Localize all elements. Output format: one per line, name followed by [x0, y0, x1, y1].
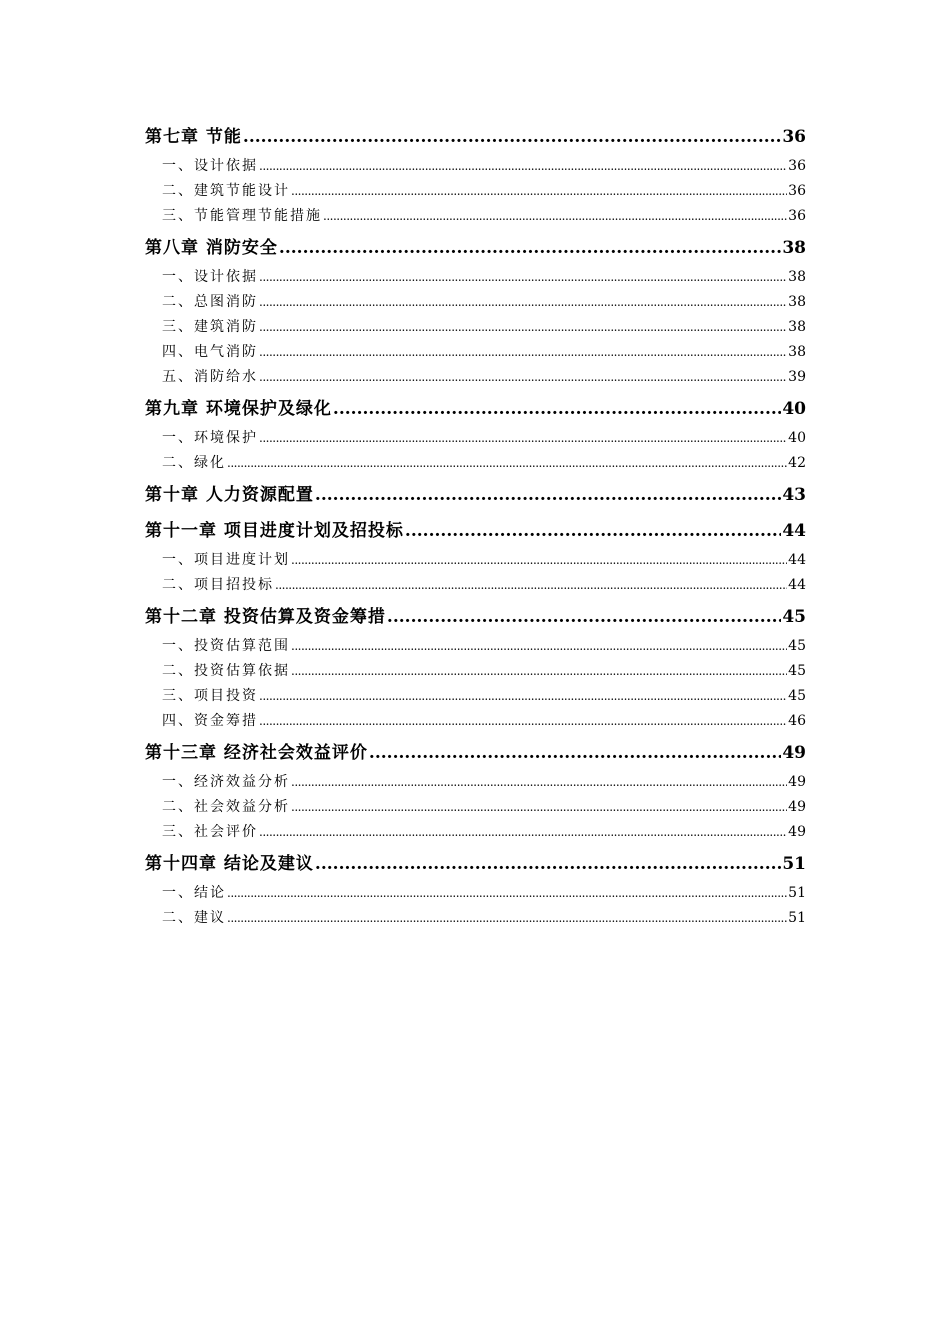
dot-leader [227, 906, 787, 931]
toc-section[interactable] [145, 315, 806, 340]
page-number: 36 [782, 127, 806, 147]
section-title: 一、项目进度计划 [162, 552, 290, 568]
dot-leader [333, 392, 781, 426]
section-title: 五、消防给水 [162, 369, 258, 385]
page-number: 49 [782, 743, 806, 763]
chapter-title: 第十四章 结论及建议 [145, 854, 314, 874]
toc-section[interactable] [145, 204, 806, 229]
section-title: 三、节能管理节能措施 [162, 208, 322, 224]
dot-leader [323, 204, 787, 229]
section-title: 三、社会评价 [162, 824, 258, 840]
section-title: 一、设计依据 [162, 269, 258, 285]
chapter-title: 第十章 人力资源配置 [145, 485, 314, 505]
page-number: 43 [782, 485, 806, 505]
dot-leader [259, 315, 787, 340]
dot-leader [259, 265, 787, 290]
page-number: 46 [788, 713, 806, 729]
toc-section[interactable] [145, 770, 806, 795]
dot-leader [291, 659, 787, 684]
toc-chapter-12[interactable] [145, 600, 806, 634]
toc-chapter-9[interactable] [145, 392, 806, 426]
section-title: 二、建筑节能设计 [162, 183, 290, 199]
dot-leader [259, 154, 787, 179]
section-title: 一、经济效益分析 [162, 774, 290, 790]
chapter-title: 第七章 节能 [145, 127, 242, 147]
dot-leader [259, 709, 787, 734]
chapter-title: 第十一章 项目进度计划及招投标 [145, 521, 404, 541]
dot-leader [259, 340, 787, 365]
dot-leader [259, 684, 787, 709]
toc-section[interactable] [145, 340, 806, 365]
section-title: 三、建筑消防 [162, 319, 258, 335]
section-title: 一、环境保护 [162, 430, 258, 446]
toc-section[interactable] [145, 820, 806, 845]
chapter-title: 第九章 环境保护及绿化 [145, 399, 332, 419]
dot-leader [315, 478, 781, 512]
toc-chapter-13[interactable] [145, 736, 806, 770]
page-number: 45 [788, 688, 806, 704]
dot-leader [315, 847, 781, 881]
dot-leader [291, 634, 787, 659]
page-number: 49 [788, 799, 806, 815]
toc-chapter-10[interactable] [145, 478, 806, 512]
dot-leader [291, 548, 787, 573]
toc-section[interactable] [145, 365, 806, 390]
toc-chapter-7[interactable] [145, 120, 806, 154]
page-number: 49 [788, 824, 806, 840]
section-title: 二、社会效益分析 [162, 799, 290, 815]
toc-section[interactable] [145, 659, 806, 684]
toc-section[interactable] [145, 451, 806, 476]
toc-chapter-8[interactable] [145, 231, 806, 265]
page-number: 44 [788, 552, 806, 568]
toc-section[interactable] [145, 573, 806, 598]
page-number: 44 [788, 577, 806, 593]
dot-leader [405, 514, 781, 548]
page-number: 39 [788, 369, 806, 385]
page-number: 51 [782, 854, 806, 874]
section-title: 二、建议 [162, 910, 226, 926]
chapter-title: 第十二章 投资估算及资金筹措 [145, 607, 386, 627]
dot-leader [387, 600, 781, 634]
toc-section[interactable] [145, 265, 806, 290]
section-title: 二、绿化 [162, 455, 226, 471]
dot-leader [275, 573, 787, 598]
page-number: 40 [788, 430, 806, 446]
toc-section[interactable] [145, 154, 806, 179]
toc-section[interactable] [145, 426, 806, 451]
dot-leader [259, 426, 787, 451]
page-number: 51 [788, 885, 806, 901]
section-title: 三、项目投资 [162, 688, 258, 704]
toc-chapter-11[interactable] [145, 514, 806, 548]
page-number: 40 [782, 399, 806, 419]
toc-section[interactable] [145, 881, 806, 906]
section-title: 二、投资估算依据 [162, 663, 290, 679]
dot-leader [291, 770, 787, 795]
dot-leader [259, 820, 787, 845]
dot-leader [227, 451, 787, 476]
page-number: 44 [782, 521, 806, 541]
section-title: 一、设计依据 [162, 158, 258, 174]
page-number: 38 [788, 344, 806, 360]
dot-leader [259, 290, 787, 315]
toc-chapter-14[interactable] [145, 847, 806, 881]
chapter-title: 第十三章 经济社会效益评价 [145, 743, 368, 763]
toc-section[interactable] [145, 709, 806, 734]
dot-leader [259, 365, 787, 390]
dot-leader [243, 120, 781, 154]
toc-section[interactable] [145, 906, 806, 931]
page-number: 45 [788, 638, 806, 654]
dot-leader [291, 795, 787, 820]
section-title: 一、结论 [162, 885, 226, 901]
page-number: 38 [782, 238, 806, 258]
section-title: 一、投资估算范围 [162, 638, 290, 654]
section-title: 二、总图消防 [162, 294, 258, 310]
page-number: 45 [788, 663, 806, 679]
dot-leader [279, 231, 781, 265]
page-number: 36 [788, 183, 806, 199]
page-number: 36 [788, 208, 806, 224]
chapter-title: 第八章 消防安全 [145, 238, 278, 258]
toc-section[interactable] [145, 684, 806, 709]
toc-section[interactable] [145, 290, 806, 315]
page-number: 38 [788, 269, 806, 285]
page-number: 45 [782, 607, 806, 627]
page-number: 51 [788, 910, 806, 926]
page-number: 38 [788, 319, 806, 335]
toc-section[interactable] [145, 179, 806, 204]
dot-leader [227, 881, 787, 906]
section-title: 二、项目招投标 [162, 577, 274, 593]
section-title: 四、电气消防 [162, 344, 258, 360]
page-number: 49 [788, 774, 806, 790]
page-number: 42 [788, 455, 806, 471]
dot-leader [369, 736, 781, 770]
page-number: 38 [788, 294, 806, 310]
toc-section[interactable] [145, 548, 806, 573]
toc-section[interactable] [145, 634, 806, 659]
section-title: 四、资金筹措 [162, 713, 258, 729]
table-of-contents [145, 118, 806, 931]
page-number: 36 [788, 158, 806, 174]
toc-section[interactable] [145, 795, 806, 820]
dot-leader [291, 179, 787, 204]
